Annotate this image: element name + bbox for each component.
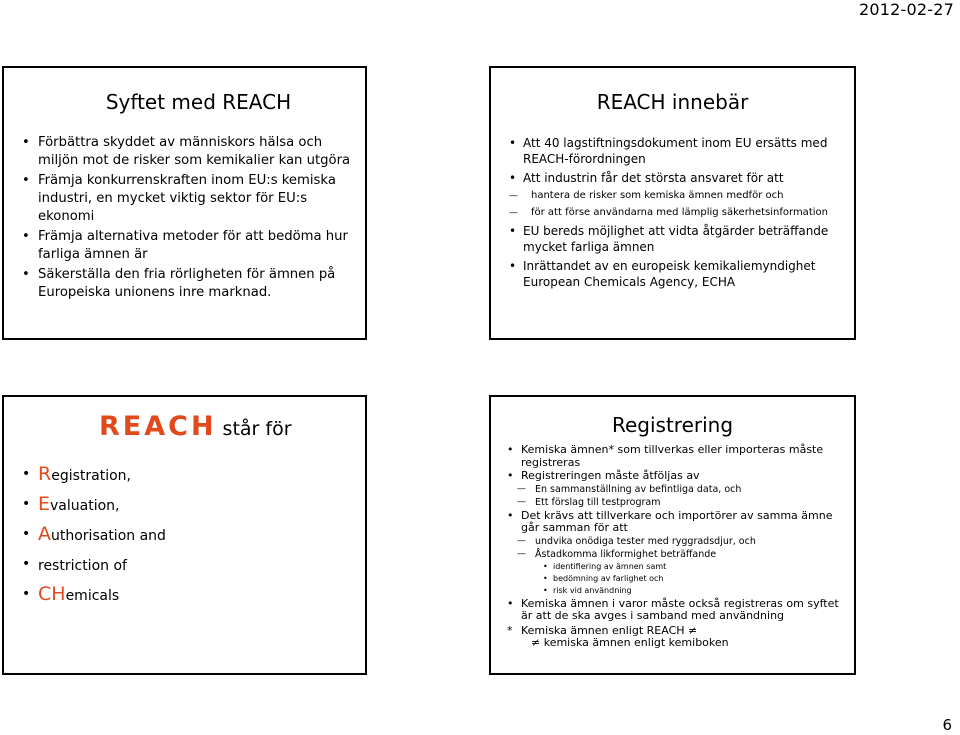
list-item — [22, 523, 166, 553]
sub-list-item: — undvika onödiga tester med ryggradsdjur, och — [507, 535, 847, 548]
slide-title: Registrering — [611, 413, 734, 437]
acronym-rest: uthorisation and — [51, 528, 166, 544]
bullet-list — [22, 134, 357, 304]
page-date: 2012-02-27 — [859, 0, 954, 19]
list-item: • Säkerställa den fria rörligheten för ämnen på Europeiska unionens inre marknad. — [22, 266, 357, 302]
reach-word: REACH — [99, 411, 217, 442]
acronym-list — [22, 463, 166, 613]
slide-syftet — [2, 66, 367, 340]
sub-list-item: — för att förse användarna med lämplig säkerhetsinformation — [509, 206, 854, 220]
list-item — [22, 493, 166, 523]
list-item: • Främja alternativa metoder för att bedöma hur farliga ämnen är — [22, 228, 357, 264]
list-item: • Inrättandet av en europeisk kemikaliemyndighet European Chemicals Agency, ECHA — [509, 258, 854, 290]
slide-title: REACH innebär — [596, 90, 749, 114]
slide-title: Syftet med REACH — [105, 90, 292, 114]
sub-list-item: — hantera de risker som kemiska ämnen medför och — [509, 189, 854, 203]
sub-list-item: — Åstadkomma likformighet beträffande — [507, 548, 847, 561]
bullet-list — [509, 132, 854, 290]
bullet-list — [507, 443, 847, 650]
slide-reach-star-for — [2, 395, 367, 675]
title-rest: står för — [222, 418, 292, 440]
acronym-initial: CH — [38, 583, 66, 605]
list-item — [22, 463, 166, 493]
slide-registrering — [489, 395, 856, 675]
list-item — [22, 553, 166, 583]
list-item — [22, 583, 166, 613]
sub-sub-list-item: • risk vid användning — [507, 585, 847, 597]
sub-list-item: — En sammanställning av befintliga data, och — [507, 483, 847, 496]
list-item: • Kemiska ämnen i varor måste också registreras om syftet är att de ska avges i samband med användning — [507, 598, 847, 623]
list-item: • Främja konkurrenskraften inom EU:s kemiska industri, en mycket viktig sektor för EU:s ekonomi — [22, 172, 357, 226]
sub-sub-list-item: • identifiering av ämnen samt — [507, 561, 847, 573]
footnote-text: Kemiska ämnen enligt REACH ≠ — [521, 623, 698, 637]
acronym-rest: restriction of — [38, 558, 127, 574]
acronym-rest: valuation, — [50, 498, 120, 514]
list-item: • Att 40 lagstiftningsdokument inom EU ersätts med REACH-förordningen — [509, 135, 854, 167]
footnote-continuation: ≠ kemiska ämnen enligt kemiboken — [531, 636, 729, 649]
footnote-mark: * — [507, 623, 513, 637]
sub-sub-list-item: • bedömning av farlighet och — [507, 573, 847, 585]
page-number: 6 — [942, 716, 952, 734]
footnote — [507, 625, 847, 638]
list-item: • Förbättra skyddet av människors hälsa och miljön mot de risker som kemikalier kan utgöra — [22, 134, 357, 170]
acronym-rest: emicals — [65, 588, 120, 604]
acronym-initial: R — [38, 463, 52, 485]
sub-list-item: — Ett förslag till testprogram — [507, 496, 847, 509]
list-item: • EU bereds möjlighet att vidta åtgärder beträffande mycket farliga ämnen — [509, 223, 854, 255]
list-item: • Det krävs att tillverkare och importörer av samma ämne går samman för att — [507, 510, 847, 535]
slide-reach-innebar — [489, 66, 856, 340]
acronym-rest: egistration, — [51, 468, 131, 484]
acronym-initial: A — [38, 523, 51, 545]
list-item: • Kemiska ämnen* som tillverkas eller importeras måste registreras — [507, 444, 847, 469]
slide-title — [99, 411, 292, 442]
list-item: • Registreringen måste åtföljas av — [507, 470, 847, 483]
acronym-initial: E — [38, 493, 51, 515]
list-item: • Att industrin får det största ansvaret för att — [509, 170, 854, 186]
